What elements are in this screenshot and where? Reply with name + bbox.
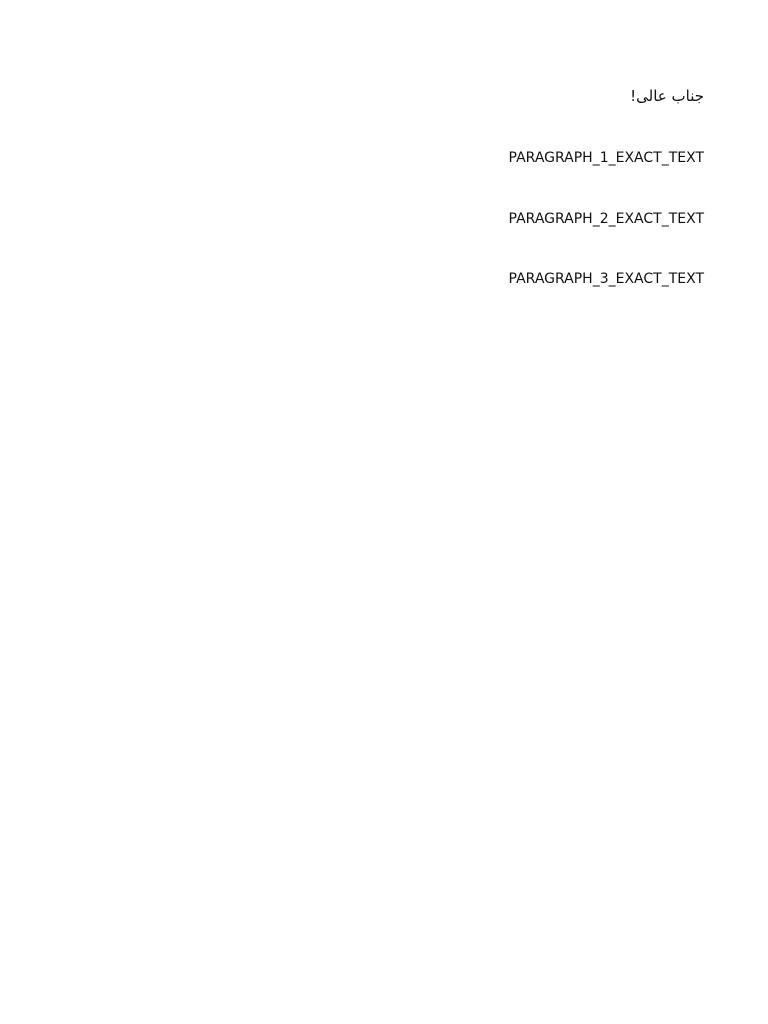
salutation: جناب عالی! (630, 87, 704, 105)
paragraph-3: PARAGRAPH_3_EXACT_TEXT (508, 271, 704, 287)
letter-body (92, 82, 704, 295)
paragraph-1: PARAGRAPH_1_EXACT_TEXT (508, 150, 704, 166)
paragraph-2: PARAGRAPH_2_EXACT_TEXT (508, 210, 704, 227)
